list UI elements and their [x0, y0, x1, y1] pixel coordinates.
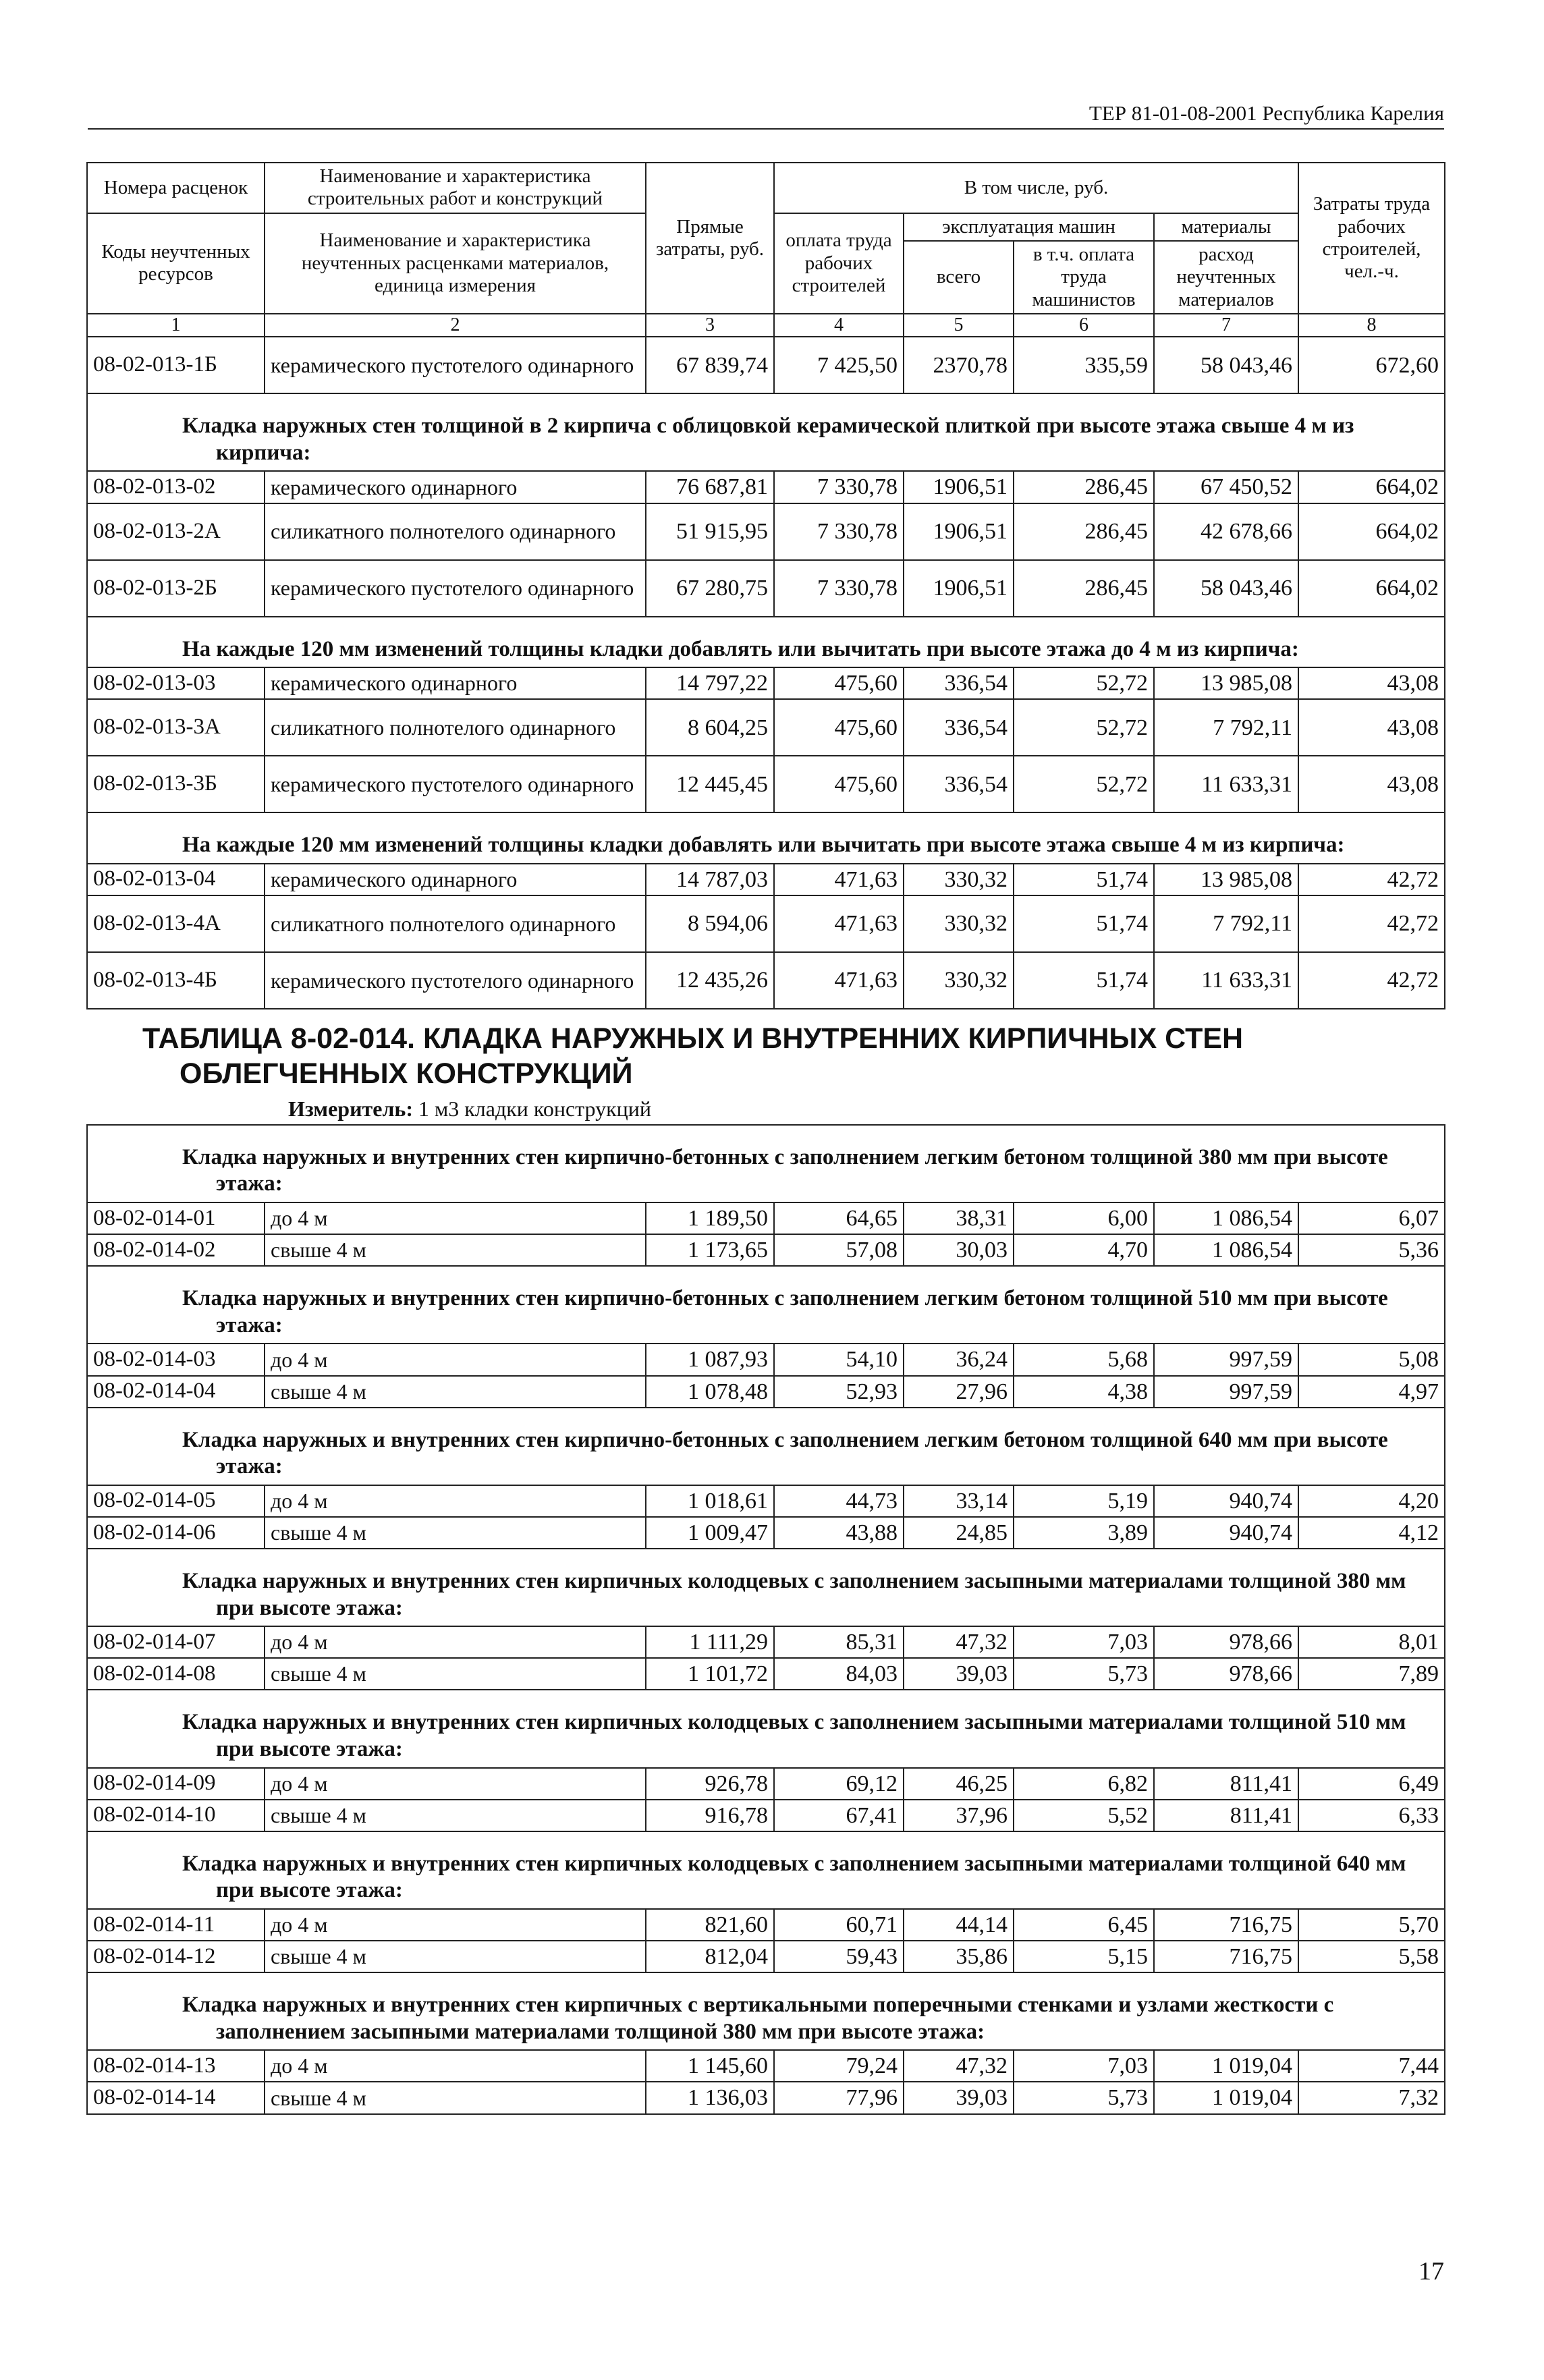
rate-code: 08-02-013-3Б — [87, 756, 265, 812]
section-heading: Кладка наружных и внутренних стен кирпично-бетонных с заполнением легким бетоном толщиной 510 мм при высоте этажа: — [87, 1266, 1445, 1344]
section-heading-row — [87, 393, 1445, 471]
machines-cost: 1906,51 — [904, 471, 1014, 503]
rate-name: свыше 4 м — [265, 1234, 646, 1266]
direct-cost: 8 594,06 — [646, 895, 774, 952]
labor-cost: 7,32 — [1298, 2082, 1445, 2113]
table-body — [87, 337, 1445, 2113]
section-heading-row — [87, 1266, 1445, 1344]
machines-cost: 30,03 — [904, 1234, 1014, 1266]
column-numbers-row — [87, 314, 1445, 337]
wages-cost: 475,60 — [774, 756, 904, 812]
machinist-wages: 5,19 — [1014, 1485, 1154, 1517]
direct-cost: 67 839,74 — [646, 337, 774, 393]
table-title-block — [87, 1009, 1445, 1125]
table-row — [87, 1909, 1445, 1941]
rate-name: до 4 м — [265, 1768, 646, 1800]
rate-name: керамического пустотелого одинарного — [265, 560, 646, 617]
direct-cost: 12 435,26 — [646, 952, 774, 1009]
rate-code: 08-02-014-09 — [87, 1768, 265, 1800]
table-row — [87, 560, 1445, 617]
rate-code: 08-02-014-02 — [87, 1234, 265, 1266]
rate-code: 08-02-013-3А — [87, 699, 265, 756]
machinist-wages: 51,74 — [1014, 952, 1154, 1009]
labor-cost: 5,36 — [1298, 1234, 1445, 1266]
direct-cost: 1 136,03 — [646, 2082, 774, 2113]
machines-cost: 336,54 — [904, 756, 1014, 812]
direct-cost: 1 111,29 — [646, 1626, 774, 1658]
machinist-wages: 7,03 — [1014, 2050, 1154, 2082]
labor-cost: 6,33 — [1298, 1800, 1445, 1831]
measure-unit — [142, 1097, 1445, 1122]
materials-cost: 1 086,54 — [1154, 1202, 1298, 1234]
machinist-wages: 6,00 — [1014, 1202, 1154, 1234]
machines-cost: 38,31 — [904, 1202, 1014, 1234]
rate-code: 08-02-014-12 — [87, 1941, 265, 1972]
machinist-wages: 52,72 — [1014, 756, 1154, 812]
table-title-line-2: ОБЛЕГЧЕННЫХ КОНСТРУКЦИЙ — [180, 1057, 633, 1090]
table-row — [87, 1344, 1445, 1375]
rate-name: до 4 м — [265, 1485, 646, 1517]
machines-cost: 330,32 — [904, 952, 1014, 1009]
labor-cost: 4,97 — [1298, 1376, 1445, 1408]
direct-cost: 1 018,61 — [646, 1485, 774, 1517]
machines-cost: 336,54 — [904, 699, 1014, 756]
machinist-wages: 4,38 — [1014, 1376, 1154, 1408]
col-labor: Затраты труда рабочих строителей, чел.-ч. — [1298, 163, 1445, 314]
materials-cost: 1 019,04 — [1154, 2050, 1298, 2082]
machines-cost: 330,32 — [904, 895, 1014, 952]
wages-cost: 67,41 — [774, 1800, 904, 1831]
labor-cost: 7,44 — [1298, 2050, 1445, 2082]
section-heading: Кладка наружных стен толщиной в 2 кирпича с облицовкой керамической плиткой при высоте этажа свыше 4 м из кирпича: — [87, 393, 1445, 471]
wages-cost: 52,93 — [774, 1376, 904, 1408]
page-number: 17 — [1418, 2257, 1444, 2286]
materials-cost: 1 019,04 — [1154, 2082, 1298, 2113]
machinist-wages: 7,03 — [1014, 1626, 1154, 1658]
direct-cost: 76 687,81 — [646, 471, 774, 503]
col-machines: эксплуатация машин — [904, 213, 1154, 241]
rate-name: до 4 м — [265, 1344, 646, 1375]
table-row — [87, 337, 1445, 393]
section-heading-row — [87, 617, 1445, 668]
rate-name: керамического пустотелого одинарного — [265, 952, 646, 1009]
wages-cost: 7 330,78 — [774, 503, 904, 560]
section-heading: Кладка наружных и внутренних стен кирпичных колодцевых с заполнением засыпными материалами толщиной 640 мм при высоте этажа: — [87, 1831, 1445, 1909]
table-row — [87, 2050, 1445, 2082]
rate-code: 08-02-013-2Б — [87, 560, 265, 617]
materials-cost: 7 792,11 — [1154, 699, 1298, 756]
rate-name: свыше 4 м — [265, 1658, 646, 1690]
rate-name: силикатного полнотелого одинарного — [265, 895, 646, 952]
rate-name: до 4 м — [265, 1202, 646, 1234]
table-row — [87, 864, 1445, 895]
labor-cost: 5,58 — [1298, 1941, 1445, 1972]
direct-cost: 812,04 — [646, 1941, 774, 1972]
table-header — [87, 163, 1445, 337]
labor-cost: 664,02 — [1298, 503, 1445, 560]
labor-cost: 6,49 — [1298, 1768, 1445, 1800]
machinist-wages: 286,45 — [1014, 503, 1154, 560]
labor-cost: 43,08 — [1298, 667, 1445, 699]
section-heading: На каждые 120 мм изменений толщины кладки добавлять или вычитать при высоте этажа свыше 4 м из кирпича: — [87, 812, 1445, 864]
direct-cost: 1 145,60 — [646, 2050, 774, 2082]
labor-cost: 4,12 — [1298, 1517, 1445, 1549]
section-heading: Кладка наружных и внутренних стен кирпичных с вертикальными поперечными стенками и узлами жесткости с заполнением засыпными материалами толщиной 380 мм при высоте этажа: — [87, 1972, 1445, 2050]
section-heading-row — [87, 1408, 1445, 1485]
rates-table — [86, 162, 1445, 2115]
materials-cost: 811,41 — [1154, 1768, 1298, 1800]
labor-cost: 42,72 — [1298, 895, 1445, 952]
wages-cost: 64,65 — [774, 1202, 904, 1234]
wages-cost: 471,63 — [774, 864, 904, 895]
materials-cost: 58 043,46 — [1154, 560, 1298, 617]
col-direct: Прямые затраты, руб. — [646, 163, 774, 314]
machinist-wages: 51,74 — [1014, 895, 1154, 952]
rate-name: до 4 м — [265, 2050, 646, 2082]
machines-cost: 1906,51 — [904, 560, 1014, 617]
col-name-top: Наименование и характеристика строительных работ и конструкций — [265, 163, 646, 213]
rate-name: силикатного полнотелого одинарного — [265, 699, 646, 756]
wages-cost: 475,60 — [774, 667, 904, 699]
machines-cost: 47,32 — [904, 2050, 1014, 2082]
direct-cost: 916,78 — [646, 1800, 774, 1831]
col-number: 5 — [904, 314, 1014, 337]
machines-cost: 46,25 — [904, 1768, 1014, 1800]
col-number: 6 — [1014, 314, 1154, 337]
machinist-wages: 286,45 — [1014, 560, 1154, 617]
wages-cost: 60,71 — [774, 1909, 904, 1941]
rate-code: 08-02-014-08 — [87, 1658, 265, 1690]
rate-name: свыше 4 м — [265, 1517, 646, 1549]
wages-cost: 85,31 — [774, 1626, 904, 1658]
rate-name: керамического пустотелого одинарного — [265, 337, 646, 393]
col-number: 2 — [265, 314, 646, 337]
rate-code: 08-02-014-05 — [87, 1485, 265, 1517]
machinist-wages: 5,52 — [1014, 1800, 1154, 1831]
materials-cost: 997,59 — [1154, 1344, 1298, 1375]
rate-code: 08-02-013-1Б — [87, 337, 265, 393]
machinist-wages: 6,82 — [1014, 1768, 1154, 1800]
rate-code: 08-02-014-10 — [87, 1800, 265, 1831]
table-row — [87, 756, 1445, 812]
machinist-wages: 5,15 — [1014, 1941, 1154, 1972]
labor-cost: 6,07 — [1298, 1202, 1445, 1234]
wages-cost: 54,10 — [774, 1344, 904, 1375]
section-heading: Кладка наружных и внутренних стен кирпичных колодцевых с заполнением засыпными материалами толщиной 380 мм при высоте этажа: — [87, 1549, 1445, 1626]
direct-cost: 1 078,48 — [646, 1376, 774, 1408]
rate-code: 08-02-014-14 — [87, 2082, 265, 2113]
materials-cost: 58 043,46 — [1154, 337, 1298, 393]
labor-cost: 664,02 — [1298, 560, 1445, 617]
machinist-wages: 6,45 — [1014, 1909, 1154, 1941]
section-heading-row — [87, 812, 1445, 864]
rate-name: керамического одинарного — [265, 667, 646, 699]
direct-cost: 8 604,25 — [646, 699, 774, 756]
labor-cost: 4,20 — [1298, 1485, 1445, 1517]
materials-cost: 997,59 — [1154, 1376, 1298, 1408]
table-row — [87, 1800, 1445, 1831]
machinist-wages: 5,68 — [1014, 1344, 1154, 1375]
section-heading-row — [87, 1972, 1445, 2050]
machines-cost: 39,03 — [904, 2082, 1014, 2113]
machines-cost: 39,03 — [904, 1658, 1014, 1690]
rate-name: свыше 4 м — [265, 1800, 646, 1831]
direct-cost: 1 101,72 — [646, 1658, 774, 1690]
machinist-wages: 52,72 — [1014, 667, 1154, 699]
machinist-wages: 335,59 — [1014, 337, 1154, 393]
rate-name: до 4 м — [265, 1626, 646, 1658]
table-row — [87, 1768, 1445, 1800]
direct-cost: 1 087,93 — [646, 1344, 774, 1375]
labor-cost: 7,89 — [1298, 1658, 1445, 1690]
col-incl: В том числе, руб. — [774, 163, 1298, 213]
rate-name: до 4 м — [265, 1909, 646, 1941]
direct-cost: 926,78 — [646, 1768, 774, 1800]
col-machines-all: всего — [904, 241, 1014, 314]
wages-cost: 7 425,50 — [774, 337, 904, 393]
wages-cost: 471,63 — [774, 952, 904, 1009]
machinist-wages: 51,74 — [1014, 864, 1154, 895]
table-row — [87, 1485, 1445, 1517]
table-title-row — [87, 1009, 1445, 1125]
materials-cost: 716,75 — [1154, 1941, 1298, 1972]
table-row — [87, 1376, 1445, 1408]
machines-cost: 2370,78 — [904, 337, 1014, 393]
direct-cost: 821,60 — [646, 1909, 774, 1941]
materials-cost: 13 985,08 — [1154, 667, 1298, 699]
rate-code: 08-02-013-4Б — [87, 952, 265, 1009]
materials-cost: 940,74 — [1154, 1517, 1298, 1549]
rate-name: силикатного полнотелого одинарного — [265, 503, 646, 560]
table-row — [87, 952, 1445, 1009]
section-heading-row — [87, 1549, 1445, 1626]
machinist-wages: 5,73 — [1014, 2082, 1154, 2113]
direct-cost: 67 280,75 — [646, 560, 774, 617]
machines-cost: 27,96 — [904, 1376, 1014, 1408]
rate-name: керамического одинарного — [265, 471, 646, 503]
direct-cost: 1 173,65 — [646, 1234, 774, 1266]
measure-unit-value: 1 м3 кладки конструкций — [418, 1097, 652, 1122]
table-row — [87, 1941, 1445, 1972]
machines-cost: 1906,51 — [904, 503, 1014, 560]
table-row — [87, 2082, 1445, 2113]
rate-code: 08-02-014-04 — [87, 1376, 265, 1408]
table-title-line-1: ТАБЛИЦА 8-02-014. КЛАДКА НАРУЖНЫХ И ВНУТРЕННИХ КИРПИЧНЫХ СТЕН — [142, 1022, 1244, 1055]
rate-code: 08-02-014-01 — [87, 1202, 265, 1234]
col-number: 7 — [1154, 314, 1298, 337]
section-heading: Кладка наружных и внутренних стен кирпично-бетонных с заполнением легким бетоном толщиной 380 мм при высоте этажа: — [87, 1125, 1445, 1202]
rate-code: 08-02-014-03 — [87, 1344, 265, 1375]
rate-code: 08-02-013-4А — [87, 895, 265, 952]
rate-name: керамического одинарного — [265, 864, 646, 895]
wages-cost: 44,73 — [774, 1485, 904, 1517]
wages-cost: 79,24 — [774, 2050, 904, 2082]
table-row — [87, 503, 1445, 560]
table-row — [87, 1234, 1445, 1266]
materials-cost: 13 985,08 — [1154, 864, 1298, 895]
table-title — [142, 1022, 1445, 1091]
wages-cost: 57,08 — [774, 1234, 904, 1266]
machines-cost: 44,14 — [904, 1909, 1014, 1941]
rate-code: 08-02-013-02 — [87, 471, 265, 503]
machines-cost: 33,14 — [904, 1485, 1014, 1517]
materials-cost: 811,41 — [1154, 1800, 1298, 1831]
wages-cost: 471,63 — [774, 895, 904, 952]
materials-cost: 1 086,54 — [1154, 1234, 1298, 1266]
wages-cost: 43,88 — [774, 1517, 904, 1549]
col-number: 3 — [646, 314, 774, 337]
col-codes-bottom: Коды неучтенных ресурсов — [87, 213, 265, 314]
materials-cost: 11 633,31 — [1154, 756, 1298, 812]
materials-cost: 716,75 — [1154, 1909, 1298, 1941]
col-name-bottom: Наименование и характеристика неучтенных расценками материалов, единица измерения — [265, 213, 646, 314]
machines-cost: 330,32 — [904, 864, 1014, 895]
col-wages: оплата труда рабочих строителей — [774, 213, 904, 314]
direct-cost: 12 445,45 — [646, 756, 774, 812]
machines-cost: 36,24 — [904, 1344, 1014, 1375]
labor-cost: 5,08 — [1298, 1344, 1445, 1375]
machines-cost: 24,85 — [904, 1517, 1014, 1549]
rate-code: 08-02-013-2А — [87, 503, 265, 560]
table-row — [87, 471, 1445, 503]
col-number: 4 — [774, 314, 904, 337]
direct-cost: 1 009,47 — [646, 1517, 774, 1549]
materials-cost: 978,66 — [1154, 1626, 1298, 1658]
materials-cost: 11 633,31 — [1154, 952, 1298, 1009]
rate-code: 08-02-014-11 — [87, 1909, 265, 1941]
col-number: 1 — [87, 314, 265, 337]
direct-cost: 1 189,50 — [646, 1202, 774, 1234]
section-heading: Кладка наружных и внутренних стен кирпично-бетонных с заполнением легким бетоном толщиной 640 мм при высоте этажа: — [87, 1408, 1445, 1485]
labor-cost: 8,01 — [1298, 1626, 1445, 1658]
machinist-wages: 5,73 — [1014, 1658, 1154, 1690]
machines-cost: 35,86 — [904, 1941, 1014, 1972]
labor-cost: 672,60 — [1298, 337, 1445, 393]
section-heading: Кладка наружных и внутренних стен кирпичных колодцевых с заполнением засыпными материалами толщиной 510 мм при высоте этажа: — [87, 1690, 1445, 1767]
rate-code: 08-02-014-07 — [87, 1626, 265, 1658]
materials-cost: 940,74 — [1154, 1485, 1298, 1517]
table-row — [87, 895, 1445, 952]
labor-cost: 42,72 — [1298, 952, 1445, 1009]
rate-name: свыше 4 м — [265, 1941, 646, 1972]
wages-cost: 7 330,78 — [774, 471, 904, 503]
table-row — [87, 1658, 1445, 1690]
wages-cost: 84,03 — [774, 1658, 904, 1690]
table-row — [87, 1517, 1445, 1549]
col-number: 8 — [1298, 314, 1445, 337]
machines-cost: 336,54 — [904, 667, 1014, 699]
machinist-wages: 3,89 — [1014, 1517, 1154, 1549]
rate-code: 08-02-014-06 — [87, 1517, 265, 1549]
section-heading: На каждые 120 мм изменений толщины кладки добавлять или вычитать при высоте этажа до 4 м из кирпича: — [87, 617, 1445, 668]
section-heading-row — [87, 1125, 1445, 1202]
table-row — [87, 699, 1445, 756]
table-row — [87, 1202, 1445, 1234]
rate-code: 08-02-014-13 — [87, 2050, 265, 2082]
rate-code: 08-02-013-03 — [87, 667, 265, 699]
direct-cost: 14 797,22 — [646, 667, 774, 699]
wages-cost: 69,12 — [774, 1768, 904, 1800]
rate-code: 08-02-013-04 — [87, 864, 265, 895]
wages-cost: 475,60 — [774, 699, 904, 756]
labor-cost: 42,72 — [1298, 864, 1445, 895]
wages-cost: 7 330,78 — [774, 560, 904, 617]
rate-name: керамического пустотелого одинарного — [265, 756, 646, 812]
materials-cost: 7 792,11 — [1154, 895, 1298, 952]
materials-cost: 67 450,52 — [1154, 471, 1298, 503]
table-row — [87, 1626, 1445, 1658]
col-codes-top: Номера расценок — [87, 163, 265, 213]
machinist-wages: 4,70 — [1014, 1234, 1154, 1266]
direct-cost: 51 915,95 — [646, 503, 774, 560]
machines-cost: 47,32 — [904, 1626, 1014, 1658]
labor-cost: 5,70 — [1298, 1909, 1445, 1941]
measure-unit-label: Измеритель: — [288, 1097, 413, 1122]
machinist-wages: 286,45 — [1014, 471, 1154, 503]
labor-cost: 43,08 — [1298, 699, 1445, 756]
labor-cost: 664,02 — [1298, 471, 1445, 503]
running-header: ТЕР 81-01-08-2001 Республика Карелия — [88, 101, 1444, 130]
direct-cost: 14 787,03 — [646, 864, 774, 895]
section-heading-row — [87, 1831, 1445, 1909]
machines-cost: 37,96 — [904, 1800, 1014, 1831]
col-materials-sub: расход неучтенных материалов — [1154, 241, 1298, 314]
labor-cost: 43,08 — [1298, 756, 1445, 812]
section-heading-row — [87, 1690, 1445, 1767]
materials-cost: 978,66 — [1154, 1658, 1298, 1690]
rate-name: свыше 4 м — [265, 1376, 646, 1408]
materials-cost: 42 678,66 — [1154, 503, 1298, 560]
col-machines-wages: в т.ч. оплата труда машинистов — [1014, 241, 1154, 314]
col-materials: материалы — [1154, 213, 1298, 241]
wages-cost: 59,43 — [774, 1941, 904, 1972]
wages-cost: 77,96 — [774, 2082, 904, 2113]
machinist-wages: 52,72 — [1014, 699, 1154, 756]
rate-name: свыше 4 м — [265, 2082, 646, 2113]
table-row — [87, 667, 1445, 699]
